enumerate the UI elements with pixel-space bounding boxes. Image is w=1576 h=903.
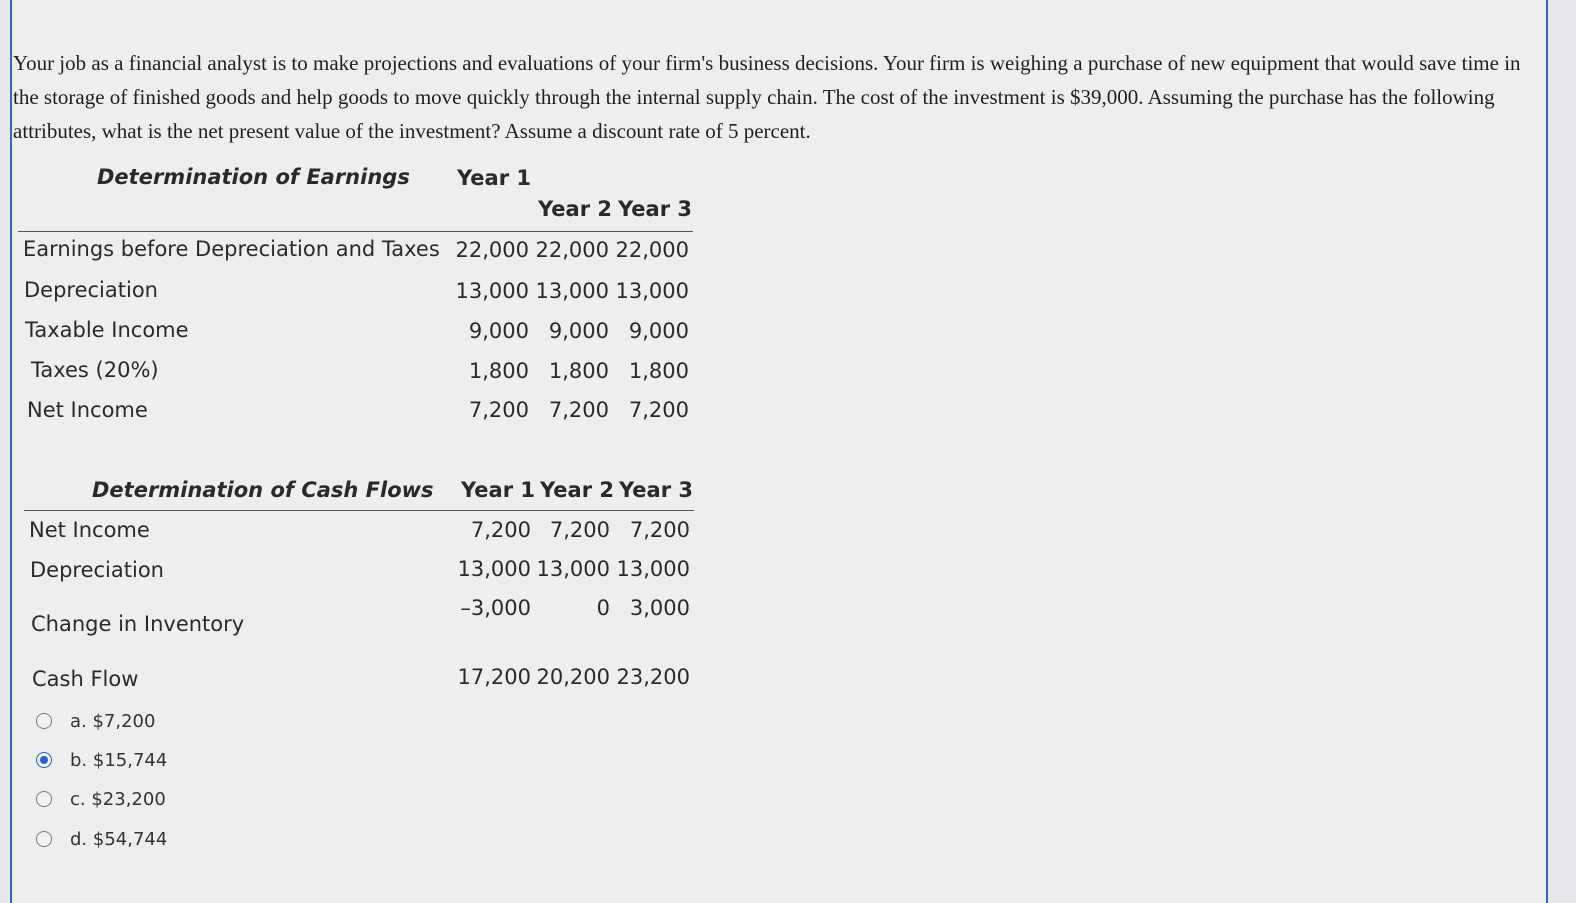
option-d-radio[interactable] xyxy=(36,831,52,847)
earnings-header-year-2: Year 2 xyxy=(538,197,612,221)
option-b-label[interactable]: b. $15,744 xyxy=(70,749,168,771)
question-text: Your job as a financial analyst is to make projections and evaluations of your firm's business decisions. Your firm is weighing a purchase of new equipment that would save time in the storage of finished goods and help goods to move quickly through the internal supply chain. The cost of the investment is $39,000. Assuming the purchase has the following attributes, what is the net present value of the investment? Assume a discount rate of 5 percent. xyxy=(13,51,1521,143)
cashflows-cell: 3,000 xyxy=(629,596,690,620)
earnings-row-label: Net Income xyxy=(27,398,148,422)
option-d-label[interactable]: d. $54,744 xyxy=(70,828,168,850)
option-b-radio[interactable] xyxy=(36,752,52,768)
option-c[interactable] xyxy=(36,787,166,811)
cashflows-cell: 13,000 xyxy=(457,557,531,581)
earnings-cell: 13,000 xyxy=(535,279,609,303)
earnings-cell: 7,200 xyxy=(628,398,689,422)
earnings-header-year-3: Year 3 xyxy=(618,197,692,221)
earnings-cell: 13,000 xyxy=(615,279,689,303)
earnings-cell: 1,800 xyxy=(548,359,609,383)
earnings-cell: 7,200 xyxy=(548,398,609,422)
cashflows-cell: 7,200 xyxy=(629,518,690,542)
earnings-cell: 1,800 xyxy=(628,359,689,383)
cashflows-cell: –3,000 xyxy=(460,596,531,620)
cashflows-cell: 13,000 xyxy=(616,557,690,581)
cashflows-cell: 17,200 xyxy=(457,665,531,689)
earnings-cell: 13,000 xyxy=(455,279,529,303)
earnings-cell: 22,000 xyxy=(455,238,529,262)
cashflows-cell: 23,200 xyxy=(616,665,690,689)
cashflows-cell: 7,200 xyxy=(549,518,610,542)
earnings-cell: 1,800 xyxy=(468,359,529,383)
earnings-row-label: Taxes (20%) xyxy=(31,358,159,382)
earnings-cell: 22,000 xyxy=(535,238,609,262)
earnings-cell: 9,000 xyxy=(468,319,529,343)
earnings-cell: 22,000 xyxy=(615,238,689,262)
earnings-header-divider xyxy=(18,231,693,232)
cashflows-header-year-2: Year 2 xyxy=(540,478,614,502)
cashflows-cell: 13,000 xyxy=(536,557,610,581)
option-b[interactable] xyxy=(36,748,167,772)
earnings-row-label: Taxable Income xyxy=(25,318,189,342)
earnings-cell: 9,000 xyxy=(628,319,689,343)
cashflows-row-label: Net Income xyxy=(29,518,150,542)
option-a[interactable] xyxy=(36,709,155,733)
cashflows-row-label: Depreciation xyxy=(30,558,164,582)
cashflows-row-label: Cash Flow xyxy=(32,667,139,691)
earnings-title: Determination of Earnings xyxy=(97,165,410,189)
option-c-label[interactable]: c. $23,200 xyxy=(70,788,166,810)
cashflows-title: Determination of Cash Flows xyxy=(92,478,434,502)
cashflows-cell: 20,200 xyxy=(536,665,610,689)
earnings-row-label: Depreciation xyxy=(24,278,158,302)
option-c-radio[interactable] xyxy=(36,791,52,807)
option-a-radio[interactable] xyxy=(36,713,52,729)
earnings-row-label: Earnings before Depreciation and Taxes xyxy=(23,237,440,261)
earnings-cell: 7,200 xyxy=(468,398,529,422)
cashflows-header-year-1: Year 1 xyxy=(461,478,535,502)
cashflows-cell: 0 xyxy=(596,596,610,620)
cashflows-cell: 7,200 xyxy=(470,518,531,542)
option-d[interactable] xyxy=(36,827,167,851)
earnings-cell: 9,000 xyxy=(548,319,609,343)
cashflows-header-year-3: Year 3 xyxy=(619,478,693,502)
cashflows-row-label: Change in Inventory xyxy=(31,612,245,636)
option-a-label[interactable]: a. $7,200 xyxy=(70,710,156,732)
cashflows-header-divider xyxy=(24,510,694,511)
earnings-header-year-1: Year 1 xyxy=(457,166,531,190)
